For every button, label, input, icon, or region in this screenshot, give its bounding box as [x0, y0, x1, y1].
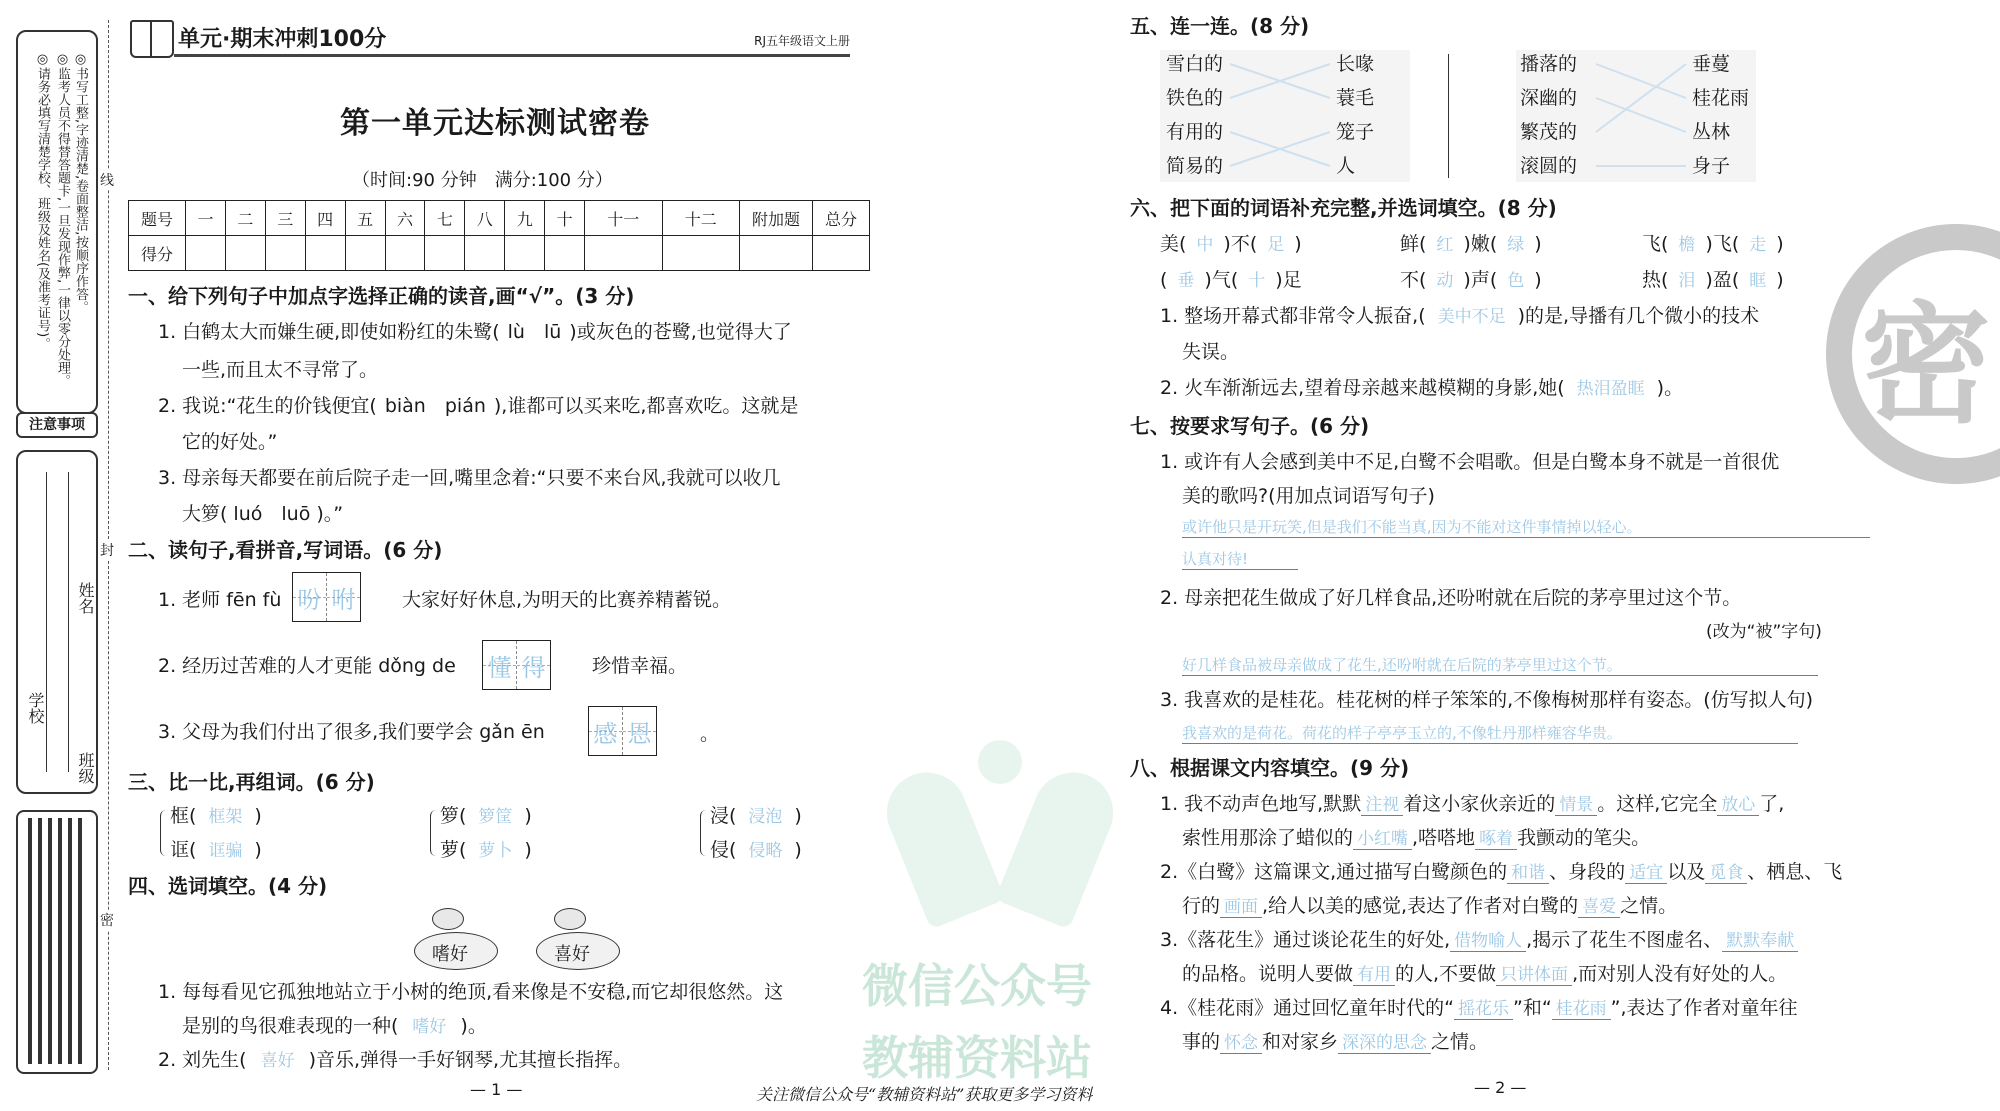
answer[interactable]: 借物喻人 — [1450, 931, 1526, 952]
match-word[interactable]: 有用的 — [1166, 121, 1224, 143]
s6-q1: 1. 整场开幕式都非常令人振奋,( 美中不足 )的是,导播有几个微小的技术 — [1160, 305, 1760, 327]
match-word[interactable]: 繁茂的 — [1520, 121, 1578, 143]
answer[interactable]: 怀念 — [1220, 1033, 1262, 1054]
answer[interactable]: 绿 — [1507, 235, 1525, 255]
char-cell[interactable]: 感 — [589, 707, 623, 755]
score-header: 十二 — [662, 201, 740, 236]
class-label: 班级 — [76, 752, 95, 784]
section-6-heading: 六、把下面的词语补充完整,并选词填空。(8 分) — [1130, 196, 1557, 220]
answer[interactable]: 注视 — [1361, 795, 1403, 816]
score-header: 二 — [225, 201, 265, 236]
score-row-label: 得分 — [129, 236, 186, 271]
score-cell[interactable] — [345, 236, 385, 271]
match-word[interactable]: 深幽的 — [1520, 87, 1578, 109]
s1-item-3-cont: 大箩( luó luō )。” — [182, 503, 344, 525]
brand-title: 单元·期末冲刺100分 — [178, 27, 387, 52]
score-header: 三 — [265, 201, 305, 236]
score-header: 十一 — [585, 201, 662, 236]
s6-word-5: 不( 动 )声( 色 ) — [1400, 269, 1542, 291]
notice-box — [16, 30, 98, 414]
answer[interactable]: 默默奉献 — [1722, 931, 1798, 952]
answer[interactable]: 萝卜 — [478, 841, 513, 861]
score-cell[interactable] — [305, 236, 345, 271]
s7-q2-requirement: (改为“被”字句) — [1706, 622, 1822, 642]
score-header: 四 — [305, 201, 345, 236]
match-word[interactable]: 铁色的 — [1166, 87, 1224, 109]
answer[interactable]: 足 — [1267, 235, 1285, 255]
book-icon — [130, 20, 174, 58]
match-word[interactable]: 桂花雨 — [1692, 87, 1750, 109]
page-number-1: — 1 — — [470, 1080, 523, 1099]
s6-q2: 2. 火车渐渐远去,望着母亲越来越模糊的身影,她( 热泪盈眶 )。 — [1160, 377, 1684, 399]
answer[interactable]: 走 — [1749, 235, 1767, 255]
s8-line-7: 4.《桂花雨》通过回忆童年时代的“ 摇花乐 ”和“ 桂花雨 ”,表达了作者对童年往 — [1160, 997, 1798, 1019]
s7-q1-answer-line-2[interactable]: 认真对待! — [1182, 548, 1298, 570]
s4-item-1: 1. 每每看见它孤独地站立于小树的绝顶,看来像是不安稳,而它却很悠然。这 — [158, 981, 784, 1003]
s1-item-2: 2. 我说:“花生的价钱便宜( biàn pián ),谁都可以买来吃,都喜欢吃。这就是 — [158, 395, 799, 417]
answer[interactable]: 中 — [1196, 235, 1214, 255]
char-cell[interactable]: 吩 — [293, 573, 327, 621]
s2-item-1-pre: 1. 老师 fēn fù — [158, 589, 282, 611]
answer[interactable]: 箩筐 — [478, 807, 513, 827]
score-cell[interactable] — [662, 236, 740, 271]
match-word[interactable]: 播落的 — [1520, 53, 1578, 75]
s2-item-1-post: 大家好好休息,为明天的比赛养精蓄锐。 — [402, 589, 732, 611]
matching-divider — [1448, 54, 1449, 178]
notice-2: ◎监考人员不得替答题卡,一旦发现作弊,一律以零分处理。 — [55, 52, 70, 388]
s8-line-3: 2.《白鹭》这篇课文,通过描写白鹭颜色的 和谐 、身段的 适宜 以及 觅食 、栖息、飞 — [1160, 861, 1843, 883]
score-cell[interactable] — [186, 236, 226, 271]
s2-item-2-pre: 2. 经历过苦难的人才更能 dǒng de — [158, 655, 456, 677]
answer[interactable]: 深深的思念 — [1338, 1033, 1431, 1054]
binding-strip — [16, 20, 96, 1070]
section-3-heading: 三、比一比,再组词。(6 分) — [128, 770, 375, 794]
s4-item-2: 2. 刘先生( 喜好 )音乐,弹得一手好钢琴,尤其擅长指挥。 — [158, 1049, 633, 1071]
bee-option-1[interactable] — [414, 908, 498, 972]
score-header: 九 — [505, 201, 545, 236]
s2-item-3-pre: 3. 父母为我们付出了很多,我们要学会 gǎn ēn — [158, 721, 545, 743]
s2-char-grid-3[interactable] — [588, 706, 657, 756]
match-word[interactable]: 长喙 — [1336, 53, 1375, 75]
bee-option-2[interactable] — [536, 908, 620, 972]
section-2-heading: 二、读句子,看拼音,写词语。(6 分) — [128, 538, 443, 562]
score-cell[interactable] — [425, 236, 465, 271]
answer[interactable]: 有用 — [1353, 965, 1395, 986]
s7-q3: 3. 我喜欢的是桂花。桂花树的样子笨笨的,不像梅树那样有姿态。(仿写拟人句) — [1160, 689, 1814, 711]
name-label: 姓名 — [76, 582, 95, 614]
answer[interactable]: 浸泡 — [748, 807, 783, 827]
match-word[interactable]: 身子 — [1692, 155, 1731, 177]
match-word[interactable]: 滚圆的 — [1520, 155, 1578, 177]
bee-icon — [432, 908, 464, 930]
answer[interactable]: 垂 — [1177, 271, 1195, 291]
pinyin-options[interactable]: biàn pián — [384, 395, 486, 417]
brace-icon — [430, 810, 437, 856]
answer[interactable]: 适宜 — [1625, 863, 1667, 884]
char-cell[interactable]: 得 — [517, 641, 550, 689]
score-header: 附加题 — [740, 201, 813, 236]
s2-item-3-post: 。 — [700, 723, 720, 745]
notice-3: ◎书写工整,字迹清楚,卷面整洁,按顺序作答。 — [73, 52, 88, 314]
match-word[interactable]: 雪白的 — [1166, 53, 1224, 75]
section-7-heading: 七、按要求写句子。(6 分) — [1130, 414, 1370, 438]
s8-line-4: 行的 画面 ,给人以美的感觉,表达了作者对白鹭的 喜爱 之情。 — [1182, 895, 1678, 917]
s1-item-1: 1. 白鹤太大而嫌生硬,即使如粉红的朱鹭( lù lū )或灰色的苍鹭,也觉得大了 — [158, 321, 792, 343]
score-header: 六 — [385, 201, 425, 236]
answer[interactable]: 十 — [1248, 271, 1266, 291]
char-cell[interactable]: 咐 — [327, 573, 360, 621]
bee-word: 嗜好 — [432, 944, 468, 965]
s4-item-1-cont: 是别的鸟很难表现的一种( 嗜好 )。 — [182, 1015, 487, 1037]
header-bar — [130, 18, 850, 56]
char-cell[interactable]: 懂 — [483, 641, 517, 689]
answer[interactable]: 小红嘴 — [1353, 829, 1412, 850]
secret-stamp: 密 — [1826, 224, 2000, 484]
matching-right — [1516, 50, 1756, 182]
score-cell[interactable] — [585, 236, 662, 271]
s6-word-6: 热( 泪 )盈( 眶 ) — [1642, 269, 1784, 291]
answer[interactable]: 觅食 — [1705, 863, 1747, 884]
page-title: 第一单元达标测试密卷 — [340, 106, 650, 141]
answer[interactable]: 框架 — [208, 807, 243, 827]
s2-char-grid-2[interactable] — [482, 640, 551, 690]
brace-icon — [700, 810, 707, 856]
score-cell[interactable] — [740, 236, 813, 271]
school-label: 学校 — [26, 692, 45, 724]
footer-note: 关注微信公众号“教辅资料站”获取更多学习资料 — [756, 1085, 1093, 1104]
answer[interactable]: 热泪盈眶 — [1576, 379, 1645, 399]
answer[interactable]: 红 — [1436, 235, 1454, 255]
answer[interactable]: 美中不足 — [1437, 307, 1506, 327]
answer[interactable]: 嗜好 — [412, 1017, 447, 1037]
cut-mark-mi: 密 — [100, 910, 114, 930]
grade-tag: RJ五年级语文上册 — [754, 34, 850, 48]
score-cell[interactable] — [813, 236, 870, 271]
match-word[interactable]: 蓑毛 — [1336, 87, 1375, 109]
s8-line-8: 事的 怀念 和对家乡 深深的思念 之情。 — [1182, 1031, 1489, 1053]
s7-q1-cont: 美的歌吗?(用加点词语写句子) — [1182, 485, 1435, 507]
notice-title: 注意事项 — [16, 412, 98, 438]
student-info-box — [16, 450, 98, 794]
watermark-logo-icon — [880, 740, 1120, 940]
cut-mark-feng: 封 — [100, 540, 114, 560]
answer[interactable]: 情景 — [1555, 795, 1597, 816]
score-header: 十 — [545, 201, 585, 236]
watermark-text-2: 教辅资料站 — [862, 1031, 1092, 1085]
s2-char-grid-1[interactable] — [292, 572, 361, 622]
s1-item-2-cont: 它的好处。” — [182, 431, 278, 453]
s6-word-2: 鲜( 红 )嫩( 绿 ) — [1400, 233, 1542, 255]
score-cell[interactable] — [385, 236, 425, 271]
s8-line-2: 索性用那涂了蜡似的 小红嘴 ,嗒嗒地 啄着 我颤动的笔尖。 — [1182, 827, 1651, 849]
s8-line-5: 3.《落花生》通过谈论花生的好处, 借物喻人 ,揭示了花生不图虚名、 默默奉献 — [1160, 928, 1798, 953]
match-word[interactable]: 简易的 — [1166, 155, 1224, 177]
bee-word: 喜好 — [554, 944, 590, 965]
answer[interactable]: 诓骗 — [208, 841, 243, 861]
char-cell[interactable]: 恩 — [623, 707, 656, 755]
s7-q3-answer[interactable]: 我喜欢的是荷花。荷花的样子亭亭玉立的,不像牡丹那样雍容华贵。 — [1182, 722, 1798, 744]
s1-item-3: 3. 母亲每天都要在前后院子走一回,嘴里念着:“只要不来台风,我就可以收几 — [158, 467, 781, 489]
match-word[interactable]: 人 — [1336, 155, 1356, 177]
section-1-heading: 一、给下列句子中加点字选择正确的读音,画“√”。(3 分) — [128, 284, 635, 308]
score-header: 七 — [425, 201, 465, 236]
answer[interactable]: 檐 — [1678, 235, 1696, 255]
notice-1: ◎请务必填写清楚学校、班级及姓名(及准考证号)。 — [35, 52, 50, 351]
watermark-text-1: 微信公众号 — [862, 959, 1092, 1013]
pinyin-options[interactable]: luó luō — [233, 503, 311, 525]
s6-word-3: 飞( 檐 )飞( 走 ) — [1642, 233, 1784, 255]
s7-q1: 1. 或许有人会感到美中不足,白鹭不会唱歌。但是白鹭本身不就是一首很优 — [1160, 451, 1780, 473]
pinyin-options[interactable]: lù lū — [507, 321, 562, 343]
brace-icon — [160, 810, 167, 856]
section-8-heading: 八、根据课文内容填空。(9 分) — [1130, 756, 1410, 780]
answer[interactable]: 喜好 — [260, 1051, 295, 1071]
answer[interactable]: 色 — [1507, 271, 1525, 291]
score-header: 八 — [465, 201, 505, 236]
answer[interactable]: 侵略 — [748, 841, 783, 861]
bee-icon — [554, 908, 586, 930]
answer[interactable]: 放心 — [1717, 795, 1759, 816]
score-cell[interactable] — [225, 236, 265, 271]
answer[interactable]: 动 — [1436, 271, 1454, 291]
answer[interactable]: 喜爱 — [1578, 897, 1620, 918]
answer[interactable]: 和谐 — [1507, 863, 1549, 884]
s2-item-2-post: 珍惜幸福。 — [592, 655, 688, 677]
binding-stripes — [16, 810, 98, 1074]
score-header: 题号 — [129, 201, 186, 236]
match-word[interactable]: 垂蔓 — [1692, 53, 1731, 75]
section-4-heading: 四、选词填空。(4 分) — [128, 874, 328, 898]
page-number-2: — 2 — — [1474, 1078, 1527, 1097]
cut-mark-xian: 线 — [100, 170, 114, 190]
answer[interactable]: 眶 — [1749, 271, 1767, 291]
s6-q1-cont: 失误。 — [1182, 341, 1240, 363]
answer[interactable]: 画面 — [1220, 897, 1262, 918]
s8-line-6: 的品格。说明人要做 有用 的人,不要做 只讲体面 ,而对别人没有好处的人。 — [1182, 963, 1788, 985]
score-table — [128, 200, 870, 271]
answer[interactable]: 摇花乐 — [1454, 999, 1513, 1020]
s8-line-1: 1. 我不动声色地写,默默 注视 着这小家伙亲近的 情景 。这样,它完全 放心 了, — [1160, 793, 1785, 815]
match-word[interactable]: 丛林 — [1692, 121, 1731, 143]
match-word[interactable]: 笼子 — [1336, 121, 1375, 143]
matching-left — [1160, 50, 1410, 182]
score-cell[interactable] — [265, 236, 305, 271]
answer[interactable]: 泪 — [1678, 271, 1696, 291]
section-5-heading: 五、连一连。(8 分) — [1130, 14, 1310, 38]
s7-q2: 2. 母亲把花生做成了好几样食品,还吩咐就在后院的茅亭里过这个节。 — [1160, 587, 1742, 609]
score-header: 总分 — [813, 201, 870, 236]
answer[interactable]: 只讲体面 — [1496, 965, 1572, 986]
score-cell[interactable] — [545, 236, 585, 271]
answer[interactable]: 啄着 — [1475, 829, 1517, 850]
exam-meta: （时间:90 分钟 满分:100 分） — [352, 170, 613, 191]
s6-word-1: 美( 中 )不( 足 ) — [1160, 233, 1302, 255]
score-header: 五 — [345, 201, 385, 236]
s6-word-4: ( 垂 )气( 十 )足 — [1160, 269, 1302, 291]
s7-q2-answer[interactable]: 好几样食品被母亲做成了花生,还吩咐就在后院的茅亭里过这个节。 — [1182, 654, 1818, 676]
score-cell[interactable] — [465, 236, 505, 271]
s1-item-1-cont: 一些,而且太不寻常了。 — [182, 359, 379, 381]
score-cell[interactable] — [505, 236, 545, 271]
s7-q1-answer-line-1[interactable]: 或许他只是开玩笑,但是我们不能当真,因为不能对这件事情掉以轻心。 — [1182, 516, 1870, 538]
answer[interactable]: 桂花雨 — [1552, 999, 1611, 1020]
score-header: 一 — [186, 201, 226, 236]
